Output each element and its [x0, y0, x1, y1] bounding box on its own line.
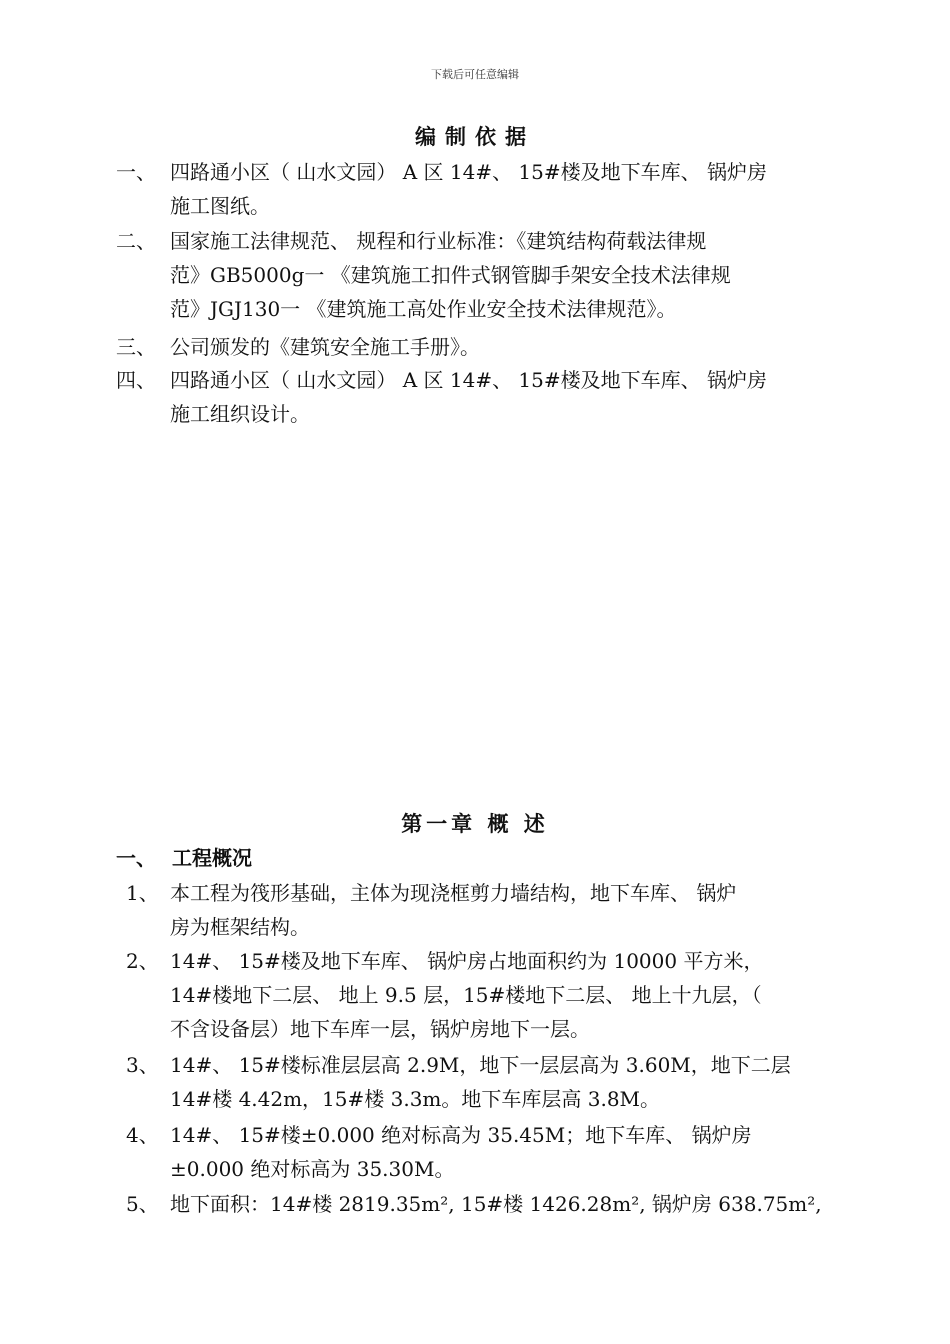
chapter-title: 第一章 概 述 — [401, 811, 549, 836]
basis-item-text — [170, 363, 840, 431]
text-line: 不含设备层）地下车库一层，锅炉房地下一层。 — [170, 1017, 590, 1041]
text-line: 14#、 15#楼标准层层高 2.9M，地下一层层高为 3.60M，地下二层 — [170, 1053, 791, 1077]
basis-item-number: 二、 — [116, 229, 156, 253]
text-line: 14#、 15#楼及地下车库、 锅炉房占地面积约为 10000 平方米， — [170, 949, 764, 973]
basis-item-number: 三、 — [116, 335, 156, 359]
overview-item-text — [170, 1187, 840, 1221]
page-header-note: 下载后可任意编辑 — [431, 68, 519, 81]
text-line: ±0.000 绝对标高为 35.30M。 — [170, 1157, 455, 1181]
basis-title: 编制依据 — [415, 124, 535, 149]
text-line: 地下面积：14#楼 2819.35m², 15#楼 1426.28m², 锅炉房 638.75m², — [170, 1192, 822, 1216]
overview-item-number: 1、 — [126, 881, 159, 905]
text-line: 房为框架结构。 — [170, 915, 310, 939]
overview-item-number: 4、 — [126, 1123, 159, 1147]
text-line: 四路通小区（ 山水文园） A 区 14#、 15#楼及地下车库、 锅炉房 — [170, 368, 768, 392]
text-line: 四路通小区（ 山水文园） A 区 14#、 15#楼及地下车库、 锅炉房 — [170, 160, 768, 184]
section-label: 工程概况 — [172, 846, 252, 870]
section-number: 一、 — [116, 846, 156, 870]
text-line: 范》GB5000g一 《建筑施工扣件式钢管脚手架安全技术法律规 — [170, 263, 731, 287]
basis-item-text — [170, 155, 840, 223]
overview-item-text — [170, 1048, 840, 1116]
text-line: 14#、 15#楼±0.000 绝对标高为 35.45M；地下车库、 锅炉房 — [170, 1123, 752, 1147]
text-line: 14#楼 4.42m，15#楼 3.3m。地下车库层高 3.8M。 — [170, 1087, 661, 1111]
text-line: 公司颁发的《建筑安全施工手册》。 — [170, 335, 480, 359]
text-line: 国家施工法律规范、 规程和行业标准：《建筑结构荷载法律规 — [170, 229, 707, 253]
basis-item-text — [170, 330, 840, 364]
overview-item-text — [170, 876, 840, 944]
basis-item-number: 四、 — [116, 368, 156, 392]
overview-item-number: 5、 — [126, 1192, 159, 1216]
text-line: 14#楼地下二层、 地上 9.5 层，15#楼地下二层、 地上十九层，（ — [170, 983, 762, 1007]
basis-item-number: 一、 — [116, 160, 156, 184]
text-line: 施工图纸。 — [170, 194, 270, 218]
overview-item-number: 2、 — [126, 949, 159, 973]
basis-item-text — [170, 224, 840, 326]
text-line: 施工组织设计。 — [170, 402, 310, 426]
overview-item-text — [170, 944, 840, 1046]
text-line: 范》JGJ130一 《建筑施工高处作业安全技术法律规范》。 — [170, 297, 677, 321]
overview-item-number: 3、 — [126, 1053, 159, 1077]
overview-item-text — [170, 1118, 840, 1186]
text-line: 本工程为筏形基础，主体为现浇框剪力墙结构，地下车库、 锅炉 — [170, 881, 737, 905]
